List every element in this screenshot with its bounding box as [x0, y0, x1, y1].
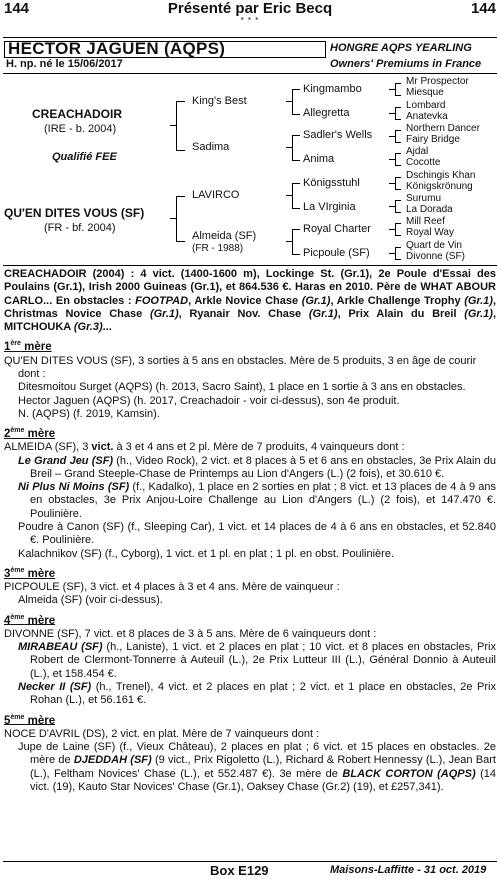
produce-record [4, 268, 496, 794]
bracket-kings-best [292, 89, 300, 115]
produce-mirabeau: MIRABEAU (SF) (h., Laniste), 1 vict. et 2 places en plat ; 10 vict. et 8 places en obstacles, Prix Robert de Clermont-Tonnerre à Auteuil (L.), 2e Prix Lutteur III (L.), Général Donnio à Auteuil (L.), et 158.454 €. [18, 641, 496, 680]
tick-picpoule [389, 253, 395, 254]
bracket-almeida [292, 229, 300, 255]
gen4-surumu: Surumu [406, 193, 442, 204]
lot-number-left: 144 [4, 0, 30, 17]
tick-la-virginia [389, 206, 395, 207]
section-fifth-dam: 5ème mère [4, 713, 56, 727]
sire-origin: (IRE - b. 2004) [44, 123, 117, 135]
tick-sire [170, 125, 176, 126]
sire-record: CREACHADOIR (2004) : 4 vict. (1400-1600 m), Lockinge St. (Gr.1), 2e Poule d'Essai des Poulains (Gr.1), Irish 2000 Guineas (Gr.1), et 864.536 €. Haras en 2010. Père de WHAT ABOUR CARLO... En obstacles : FOOTPAD, Arkle Novice Chase (Gr.1), Arkle Challenge Trophy (Gr.1), Christmas Novice Chase (Gr.1), Ryanair Nov. Chase (Gr.1), Prix Alain du Breil (Gr.1), MITCHOUKA (Gr.3)... [4, 268, 496, 334]
bracket-picpoule [395, 247, 401, 260]
bracket-kingmambo [395, 83, 401, 96]
gen4-cocotte: Cocotte [406, 157, 441, 168]
box-number: Box E129 [210, 863, 269, 878]
dam-origin: (FR - bf. 2004) [44, 222, 116, 234]
lot-number-right: 144 [470, 0, 496, 17]
horse-name: HECTOR JAGUEN (AQPS) [8, 39, 226, 58]
gen2-lavirco: LAVIRCO [192, 189, 240, 201]
tick-kingmambo [389, 89, 395, 90]
tick-sadlers-wells [389, 136, 395, 137]
gen3-konigsstuhl: Königsstuhl [303, 177, 360, 189]
bracket-allegretta [395, 107, 401, 120]
sale-place-date: Maisons-Laffitte - 31 oct. 2019 [330, 864, 487, 876]
fifth-dam-line: NOCE D'AVRIL (DS), 2 vict. en plat. Mère de 7 vainqueurs dont : [4, 727, 320, 740]
page-header [4, 0, 496, 16]
tick-almeida [286, 241, 292, 242]
tick-konigsstuhl [389, 183, 395, 184]
bracket-royal-charter [395, 223, 401, 236]
gen4-royal-way: Royal Way [406, 227, 454, 238]
tick-kings-best [286, 101, 292, 102]
header-rule [3, 37, 497, 38]
pedigree-top-rule [3, 73, 497, 74]
produce-jupe-de-laine: Jupe de Laine (SF) (f., Vieux Château), 2 places en plat ; 6 vict. et 15 places en obstacles. 2e mère de DJEDDAH (SF) (9 vict., Prix Rigoletto (L.), Richard & Robert Hennessy (L.), Jean Bart (L.), Feltham Novices' Chase (L.), et 552.487 €). 3e mère de BLACK CORTON (AQPS) (14 vict. (19), Kauto Star Novices' Chase (Gr.1), Oaksey Chase (Gr.2) (19), et £257,341). [18, 740, 496, 793]
sire-note: Qualifié FEE [52, 151, 117, 163]
section-third-dam: 3ème mère [4, 566, 56, 580]
section-first-dam: 1ère mère [4, 340, 52, 354]
gen2-sadima: Sadima [192, 141, 230, 153]
gen4-miesque: Miesque [406, 87, 444, 98]
gen4-quart-de-vin: Quart de Vin [406, 240, 462, 251]
produce-necker-ii: Necker II (SF) (h., Trenel), 4 vict. et 2 places en plat ; 2 vict. et 1 place en obstacles, 2e Prix Rohan (L.), et 56.161 €. [18, 680, 496, 707]
horse-description: HONGRE AQPS YEARLING [330, 42, 472, 54]
bracket-sadlers-wells [395, 130, 401, 143]
tick-dam [170, 218, 176, 219]
tick-royal-charter [389, 229, 395, 230]
produce-poudre-a-canon: Poudre à Canon (SF) (f., Sleeping Car), 1 vict. et 14 places de 4 à 6 ans en obstacles, et 52.840 €. Poulinière. [18, 521, 496, 547]
tick-sadima [286, 147, 292, 148]
tick-allegretta [389, 113, 395, 114]
produce-almeida: Almeida (SF) (voir ci-dessus). [18, 594, 163, 607]
gen4-fairy-bridge: Fairy Bridge [406, 134, 460, 145]
owners-premiums: Owners' Premiums in France [330, 58, 482, 70]
horse-name-box [4, 41, 326, 58]
gen2-kings-best: King's Best [192, 95, 247, 107]
bracket-sadima [292, 135, 300, 161]
gen3-royal-charter: Royal Charter [303, 223, 371, 235]
first-dam-line: QU'EN DITES VOUS (SF), 3 sorties à 5 ans en obstacles. Mère de 5 produits, 3 en âge de courir dont : [4, 354, 477, 380]
sire-name: CREACHADOIR [32, 107, 122, 121]
gen2-almeida-origin: (FR - 1988) [192, 243, 244, 254]
gen3-la-virginia: La VIrginia [303, 201, 356, 213]
gen3-anima: Anima [303, 153, 335, 165]
footer-rule [3, 861, 497, 862]
gen4-ajdal: Ajdal [406, 146, 429, 157]
fourth-dam-line: DIVONNE (SF), 7 vict. et 8 places de 3 à 5 ans. Mère de 6 vainqueurs dont : [4, 627, 377, 640]
first-dam-produce-3: N. (AQPS) (f. 2019, Kamsin). [18, 407, 160, 420]
gen4-la-dorada: La Dorada [406, 204, 453, 215]
section-second-dam: 2ème mère [4, 427, 56, 440]
gen4-mill-reef: Mill Reef [406, 216, 445, 227]
produce-le-grand-jeu: Le Grand Jeu (SF) (h., Video Rock), 2 vict. et 8 places à 5 et 6 ans en obstacles, 3e Prix Alain du Breil – Grand Steeple-Chase de Printemps au Lion d'Angers (L.) (2 fois), et 30.610 €. [18, 454, 496, 480]
gen3-kingmambo: Kingmambo [303, 83, 362, 95]
presenter-title: Présenté par Eric Becq [167, 0, 333, 17]
bracket-anima [395, 153, 401, 166]
bracket-konigsstuhl [395, 177, 401, 190]
dam-name: QU'EN DITES VOUS (SF) [4, 206, 145, 220]
gen3-picpoule: Picpoule (SF) [303, 247, 370, 259]
gen4-northern-dancer: Northern Dancer [406, 123, 480, 134]
gen3-allegretta: Allegretta [303, 107, 350, 119]
second-dam-line: ALMEIDA (SF), 3 vict. à 3 et 4 ans et 2 pl. Mère de 7 produits, 4 vainqueurs dont : [4, 441, 405, 454]
gen4-mr-prospector: Mr Prospector [406, 76, 469, 87]
bracket-lavirco [292, 183, 300, 209]
bracket-la-virginia [395, 200, 401, 213]
gen4-divonne: Divonne (SF) [406, 251, 465, 262]
produce-ni-plus-ni-moins: Ni Plus Ni Moins (SF) (f., Kadalko), 1 place en 2 sorties en plat ; 8 vict. et 13 places de 4 à 9 ans en obstacles, 3e Prix Anjou-Loire Challenge au Lion d'Angers (L.) (2 fois), et 147.470 €. Poulinière. [18, 481, 496, 520]
pedigree-bottom-rule [3, 265, 497, 266]
tick-anima [389, 159, 395, 160]
bracket-sire [176, 101, 185, 151]
tick-lavirco [286, 195, 292, 196]
bracket-dam [176, 196, 185, 242]
third-dam-line: PICPOULE (SF), 3 vict. et 4 places à 3 et 4 ans. Mère de vainqueur : [4, 581, 340, 594]
produce-kalachnikov: Kalachnikov (SF) (f., Cyborg), 1 vict. et 1 pl. en plat ; 1 pl. en obst. Poulinière. [18, 547, 395, 560]
first-dam-produce-1: Ditesmoitou Surget (AQPS) (h. 2013, Sacro Saint), 1 place en 1 sortie à 3 ans en obstacles. [18, 381, 466, 394]
gen3-sadlers-wells: Sadler's Wells [303, 129, 373, 141]
horse-birth: H. np. né le 15/06/2017 [6, 58, 123, 70]
section-fourth-dam: 4ème mère [4, 613, 56, 627]
header-stars: * * * [240, 16, 260, 25]
gen4-lombard: Lombard [406, 100, 446, 111]
gen2-almeida: Almeida (SF) [192, 230, 257, 242]
first-dam-produce-2: Hector Jaguen (AQPS) (h. 2017, Creachadoir - voir ci-dessus), son 4e produit. [18, 394, 400, 407]
gen4-dschingis-khan: Dschingis Khan [406, 170, 476, 181]
gen4-konigskronung: Königskrönung [406, 181, 473, 192]
gen4-anatevka: Anatevka [406, 111, 448, 122]
